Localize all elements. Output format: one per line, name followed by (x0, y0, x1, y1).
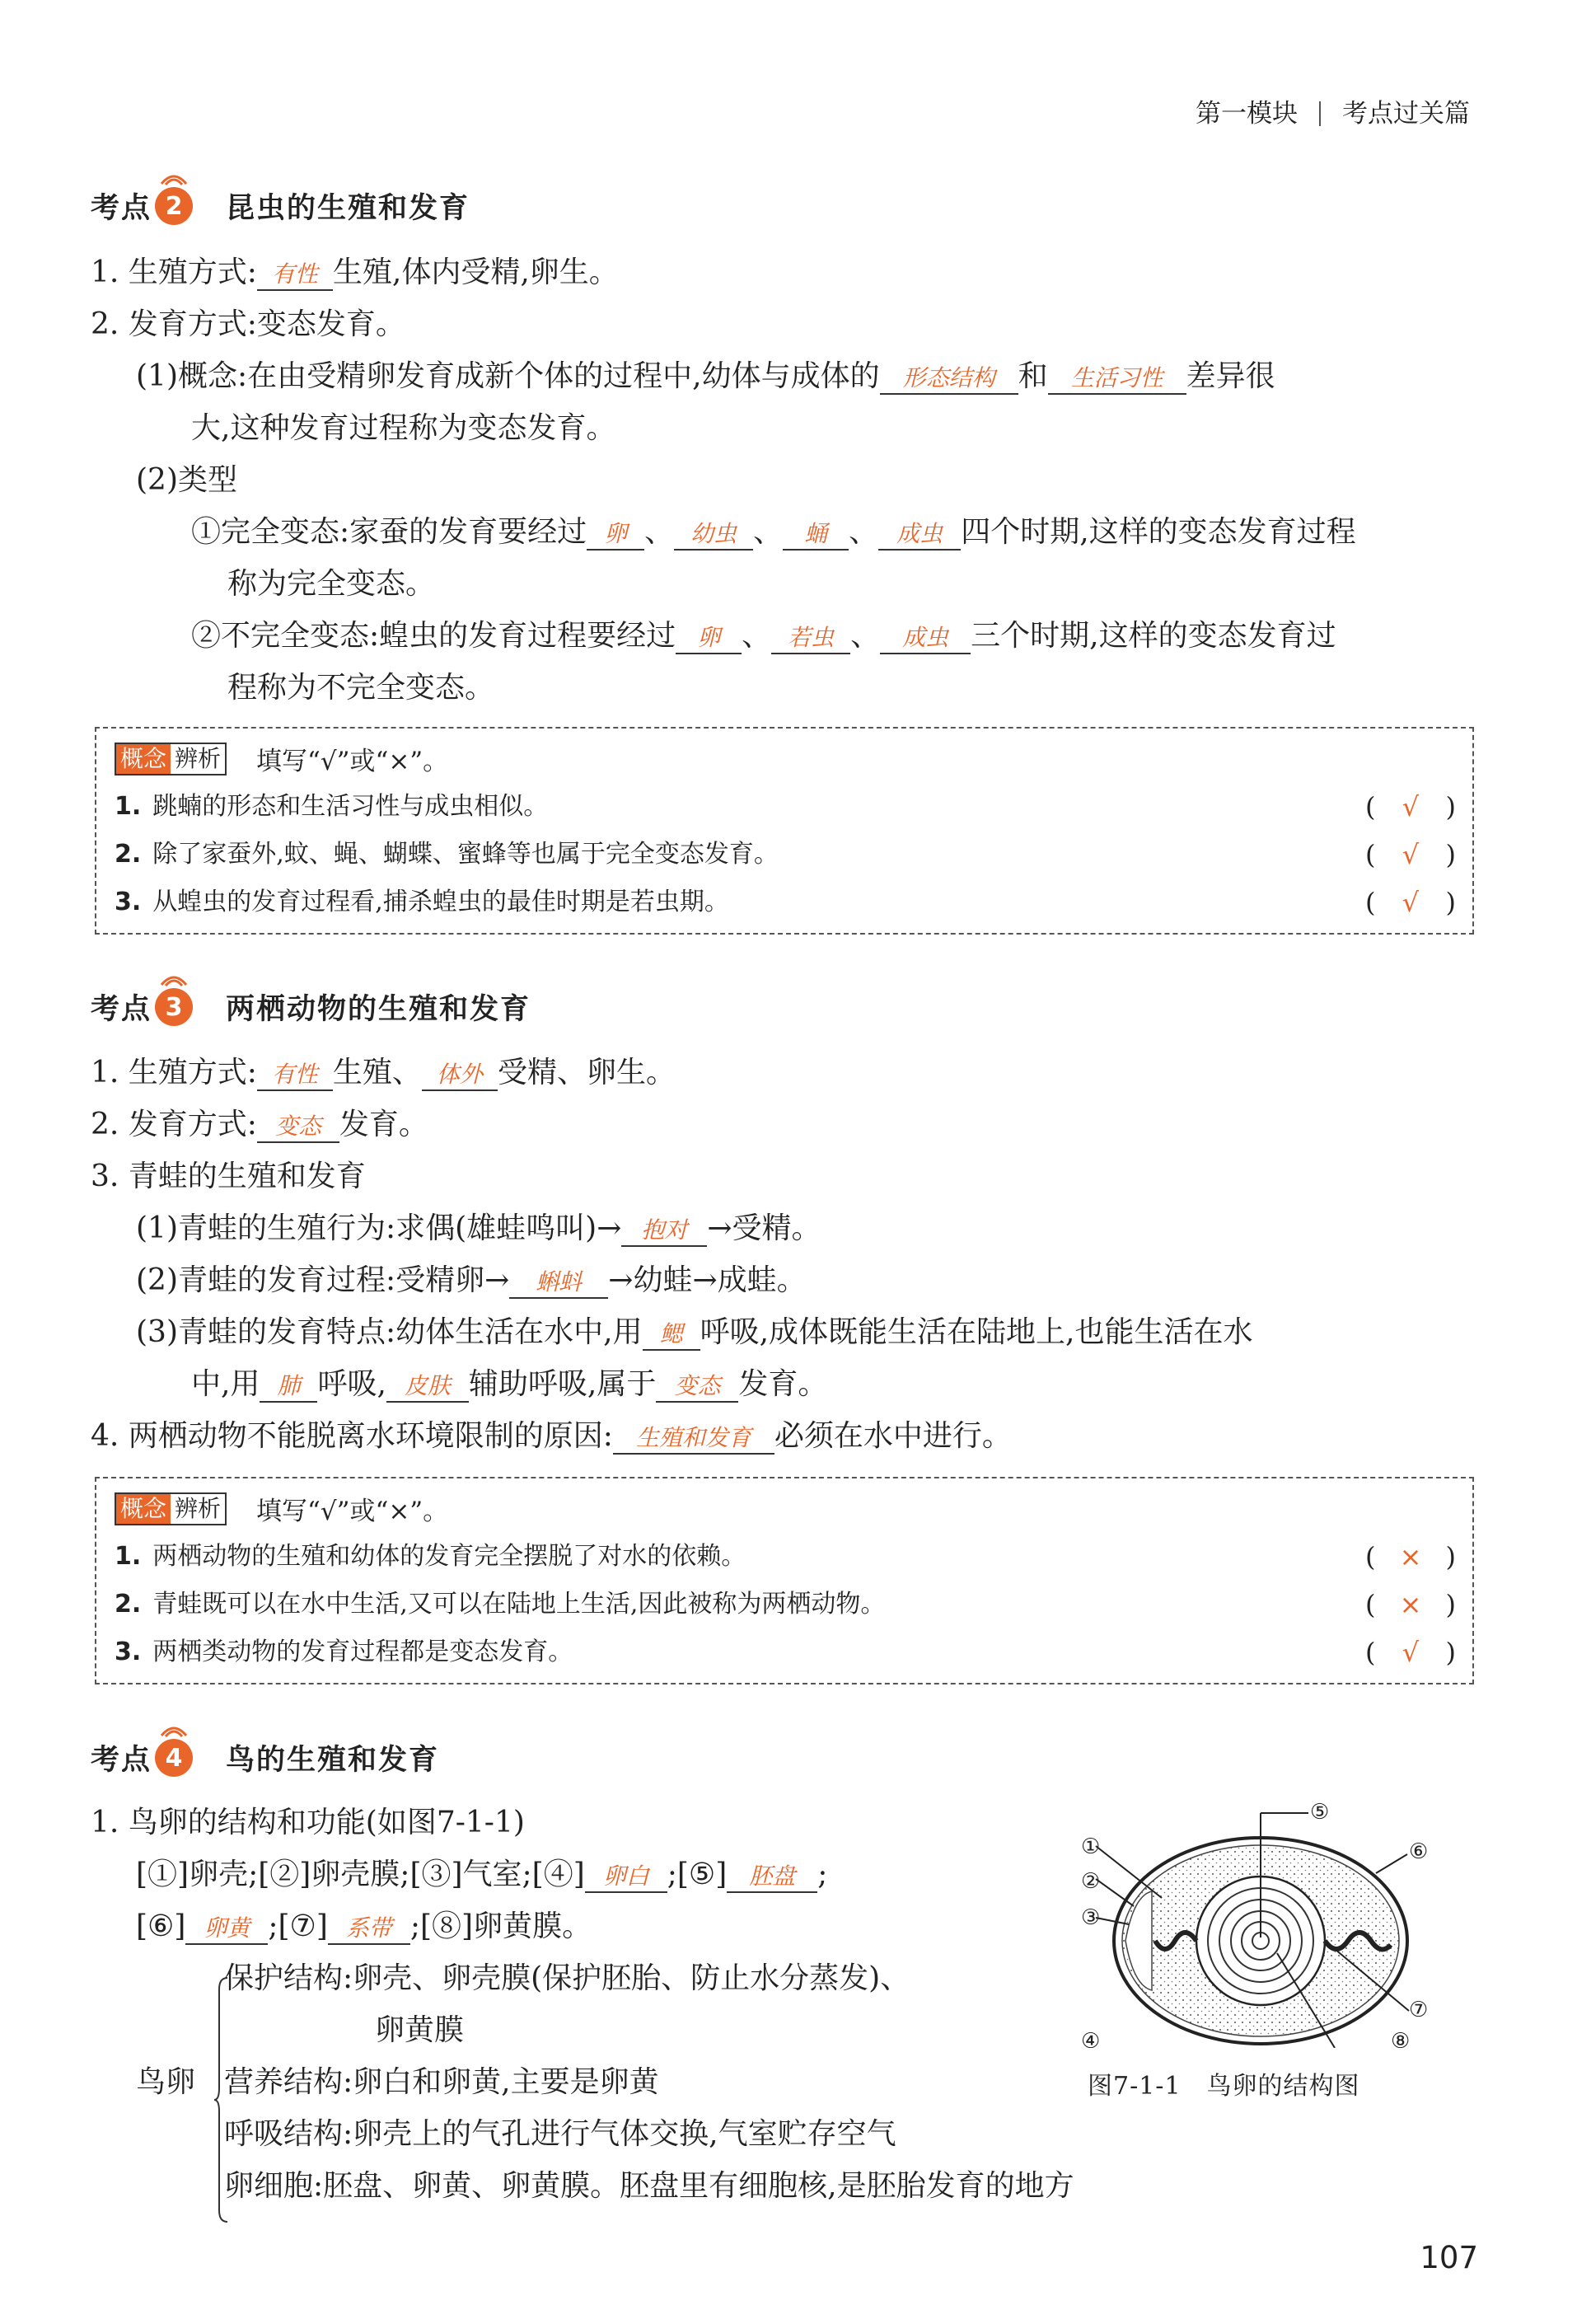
check-mark: √ (1402, 839, 1420, 870)
answer-blank: 鳃 (643, 1319, 700, 1351)
t4-line-2: [①]卵壳;[②]卵壳膜;[③]气室;[④] 卵白 ;[⑤] 胚盘 ; (136, 1858, 828, 1891)
topic-title: 昆虫的生殖和发育 (226, 192, 470, 225)
answer-paren: ( √ ) (1365, 839, 1456, 870)
header-divider (1319, 101, 1321, 126)
answer-blank: 生殖和发育 (613, 1423, 774, 1455)
page-number: 107 (1420, 2240, 1478, 2275)
answer-blank: 抱对 (621, 1216, 707, 1247)
answer-blank: 有性 (257, 1060, 333, 1091)
kaodian-label: 考点 (91, 192, 152, 225)
answer-paren: ( × ) (1365, 1541, 1456, 1572)
answer-paren: ( √ ) (1365, 887, 1456, 918)
t2-line-2: 2. 发育方式:变态发育。 (91, 307, 405, 341)
structure-protect: 保护结构:卵壳、卵壳膜(保护胚胎、防止水分蒸发)、 (224, 1961, 910, 1995)
topic-heading-3 (91, 986, 531, 1028)
module-label: 第一模块 (1196, 99, 1298, 129)
answer-blank: 系带 (328, 1914, 410, 1945)
structure-protect-cont: 卵黄膜 (375, 2013, 465, 2047)
t3-line-2: 2. 发育方式: 变态 发育。 (91, 1108, 428, 1141)
egg-label: 鸟卵 (136, 2065, 196, 2099)
signal-wave-icon (157, 162, 191, 187)
label-1: ① (1081, 1834, 1101, 1859)
concept-box-2 (95, 1477, 1474, 1684)
cross-mark: × (1399, 1541, 1422, 1572)
signal-wave-icon (157, 963, 191, 988)
concept-tag: 概念 辨析 (115, 1492, 227, 1525)
structure-nutrition: 营养结构:卵白和卵黄,主要是卵黄 (224, 2065, 659, 2099)
t3-line-5: (2)青蛙的发育过程:受精卵→ 蝌蚪 →幼蛙→成蛙。 (136, 1263, 807, 1297)
check-mark: √ (1402, 791, 1420, 822)
t3-line-4: (1)青蛙的生殖行为:求偶(雄蛙鸣叫)→ 抱对 →受精。 (136, 1211, 821, 1245)
answer-blank: 有性 (257, 260, 333, 291)
t2-line-1: 1. 生殖方式: 有性 生殖,体内受精,卵生。 (91, 255, 619, 289)
box-instruction: 填写“√”或“×”。 (256, 747, 449, 776)
answer-blank: 幼虫 (674, 519, 753, 551)
figure-caption: 图7-1-1 鸟卵的结构图 (1088, 2072, 1360, 2101)
t2-line-6: ①完全变态:家蚕的发育要经过 卵 、 幼虫 、 蛹 、 成虫 四个时期,这样的变态发育过程 (191, 515, 1356, 549)
answer-blank: 体外 (422, 1060, 498, 1091)
label-7: ⑦ (1409, 1998, 1429, 2022)
answer-blank: 卵黄 (185, 1914, 268, 1945)
running-header (1196, 92, 1470, 129)
kaodian-label: 考点 (91, 993, 152, 1026)
check-mark: √ (1402, 1637, 1420, 1668)
t2-line-3: (1)概念:在由受精卵发育成新个体的过程中,幼体与成体的 形态结构 和 生活习性 差异很 (136, 359, 1275, 393)
topic-title: 两栖动物的生殖和发育 (226, 993, 531, 1026)
answer-paren: ( √ ) (1365, 1637, 1456, 1668)
t2-line-7: 称为完全变态。 (227, 567, 436, 601)
box-item: 2. 除了家蚕外,蚊、蝇、蝴蝶、蜜蜂等也属于完全变态发育。 (115, 840, 779, 869)
t4-line-3: [⑥] 卵黄 ;[⑦] 系带 ;[⑧]卵黄膜。 (136, 1909, 592, 1943)
t3-line-7: 中,用 肺 呼吸, 皮肤 辅助呼吸,属于 变态 发育。 (191, 1367, 828, 1401)
cross-mark: × (1399, 1589, 1422, 1620)
topic-number: 2 (165, 191, 183, 221)
t2-line-9: 程称为不完全变态。 (227, 671, 495, 705)
answer-blank: 卵 (676, 623, 742, 654)
t3-line-3: 3. 青蛙的生殖和发育 (91, 1160, 366, 1193)
t3-line-6: (3)青蛙的发育特点:幼体生活在水中,用 鳃 呼吸,成体既能生活在陆地上,也能生活在水 (136, 1315, 1253, 1349)
answer-blank: 生活习性 (1048, 363, 1186, 395)
box-instruction: 填写“√”或“×”。 (256, 1497, 449, 1526)
topic-number-badge (155, 1739, 193, 1777)
kaodian-label: 考点 (91, 1744, 152, 1777)
t3-line-1: 1. 生殖方式: 有性 生殖、 体外 受精、卵生。 (91, 1056, 676, 1089)
box-header (115, 740, 448, 777)
box-item: 2. 青蛙既可以在水中生活,又可以在陆地上生活,因此被称为两栖动物。 (115, 1590, 886, 1619)
box-item: 3. 两栖类动物的发育过程都是变态发育。 (115, 1638, 573, 1666)
answer-blank: 成虫 (878, 519, 961, 551)
label-5: ⑤ (1310, 1800, 1330, 1825)
box-item: 3. 从蝗虫的发育过程看,捕杀蝗虫的最佳时期是若虫期。 (115, 888, 729, 916)
box-item: 1. 跳蝻的形态和生活习性与成虫相似。 (115, 792, 549, 821)
answer-blank: 蝌蚪 (509, 1267, 608, 1299)
structure-egg-cell: 卵细胞:胚盘、卵黄、卵黄膜。胚盘里有细胞核,是胚胎发育的地方 (224, 2169, 1074, 2203)
topic-number: 3 (165, 992, 183, 1022)
answer-blank: 蛹 (783, 519, 849, 551)
answer-blank: 胚盘 (727, 1862, 817, 1893)
check-mark: √ (1402, 887, 1420, 918)
answer-paren: ( × ) (1365, 1589, 1456, 1620)
egg-structure-diagram (1063, 1776, 1458, 2048)
topic-number-badge (155, 988, 193, 1026)
answer-paren: ( √ ) (1365, 791, 1456, 822)
label-2: ② (1081, 1869, 1101, 1894)
t2-line-8: ②不完全变态:蝗虫的发育过程要经过 卵 、 若虫 、 成虫 三个时期,这样的变态发育过 (191, 619, 1336, 653)
topic-number-badge (155, 187, 193, 225)
answer-blank: 形态结构 (880, 363, 1018, 395)
answer-blank: 皮肤 (386, 1371, 469, 1403)
answer-blank: 卵 (587, 519, 644, 551)
answer-blank: 成虫 (880, 623, 971, 654)
label-6: ⑥ (1409, 1839, 1429, 1864)
section-label: 考点过关篇 (1342, 99, 1470, 129)
topic-title: 鸟的生殖和发育 (226, 1744, 440, 1777)
topic-heading-2 (91, 185, 470, 227)
box-header (115, 1490, 448, 1527)
label-8: ⑧ (1391, 2029, 1411, 2048)
label-4: ④ (1081, 2029, 1101, 2048)
topic-heading-4 (91, 1737, 439, 1778)
signal-wave-icon (157, 1714, 191, 1739)
box-item: 1. 两栖动物的生殖和幼体的发育完全摆脱了对水的依赖。 (115, 1542, 746, 1571)
structure-respiration: 呼吸结构:卵壳上的气孔进行气体交换,气室贮存空气 (224, 2117, 896, 2151)
t2-line-4: 大,这种发育过程称为变态发育。 (191, 411, 616, 445)
answer-blank: 卵白 (585, 1862, 667, 1893)
answer-blank: 肺 (260, 1371, 317, 1403)
answer-blank: 变态 (257, 1112, 339, 1143)
concept-tag: 概念 辨析 (115, 743, 227, 775)
concept-box-1 (95, 727, 1474, 935)
t2-line-5: (2)类型 (136, 463, 237, 497)
t4-line-1: 1. 鸟卵的结构和功能(如图7-1-1) (91, 1806, 525, 1839)
t3-line-8: 4. 两栖动物不能脱离水环境限制的原因: 生殖和发育 必须在水中进行。 (91, 1419, 1012, 1453)
answer-blank: 变态 (656, 1371, 738, 1403)
answer-blank: 若虫 (771, 623, 850, 654)
label-3: ③ (1081, 1905, 1101, 1930)
topic-number: 4 (165, 1743, 183, 1773)
